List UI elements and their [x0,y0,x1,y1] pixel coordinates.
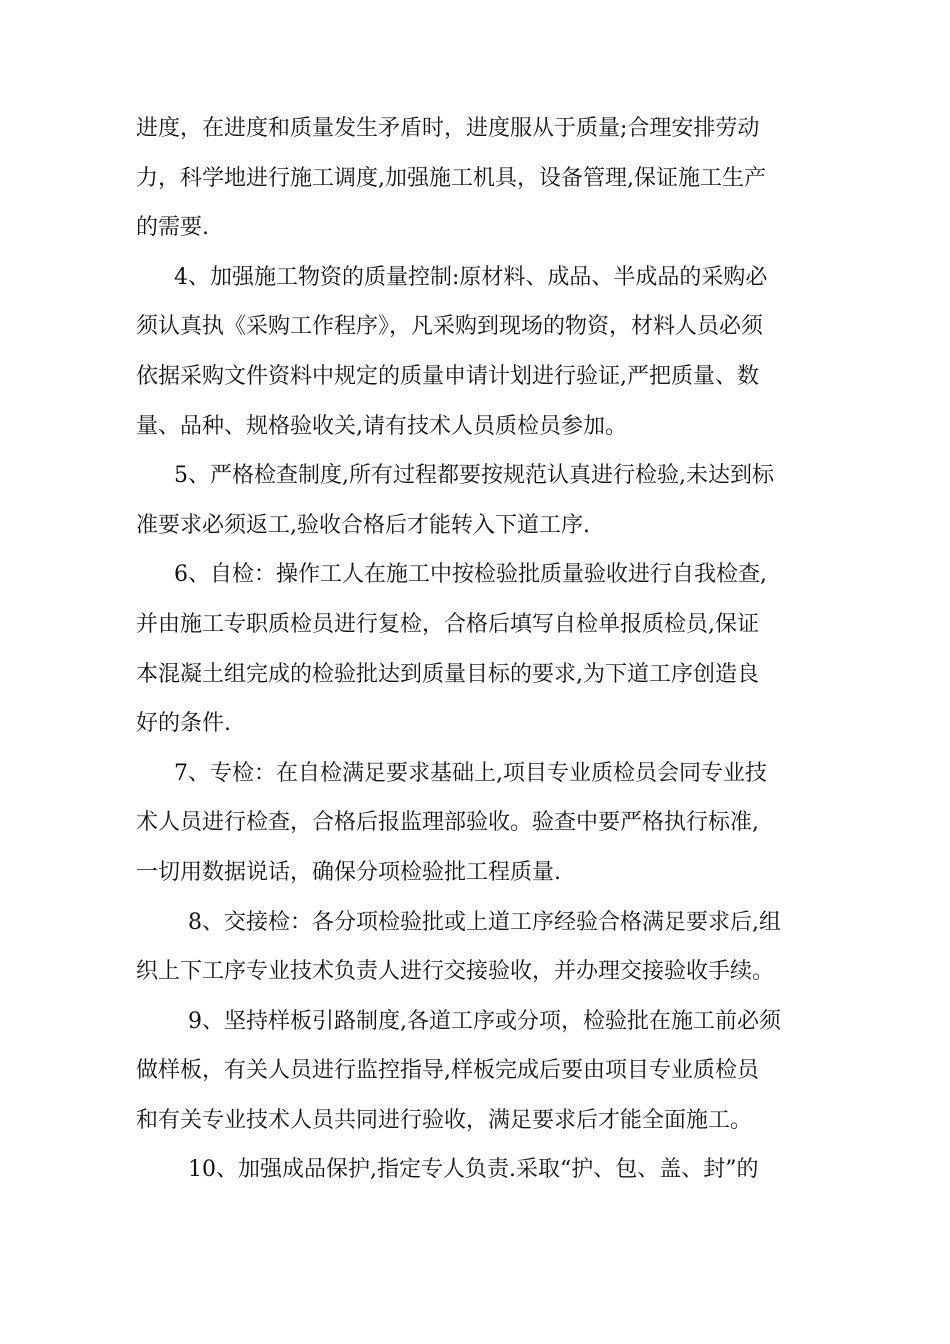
paragraph [136,550,826,748]
text-line: 10、加强成品保护,指定专人负责.采取“护、包、盖、封”的 [188,1157,759,1183]
text-line: 6、自检：操作工人在施工中按检验批质量验收进行自我检查, [174,562,767,588]
text-line: 依据采购文件资料中规定的质量申请计划进行验证,严把质量、数 [136,363,759,389]
paragraph [136,451,826,550]
text-line: 本混凝土组完成的检验批达到质量目标的要求,为下道工序创造良 [136,661,759,687]
text-line: 并由施工专职质检员进行复检，合格后填写自检单报质检员,保证 [136,611,759,637]
text-line: 准要求必须返工,验收合格后才能转入下道工序. [136,512,590,538]
text-line: 须认真执《采购工作程序》，凡采购到现场的物资，材料人员必须 [136,314,764,340]
text-line: 织上下工序专业技术负责人进行交接验收，并办理交接验收手续。 [136,959,775,985]
paragraph [136,253,826,451]
text-line: 一切用数据说话，确保分项检验批工程质量. [136,859,561,885]
text-line: 做样板，有关人员进行监控指导,样板完成后要由项目专业质检员 [136,1058,759,1084]
text-line: 量、品种、规格验收关,请有技术人员质检员参加。 [136,413,627,439]
text-line: 术人员进行检查，合格后报监理部验收。验查中要严格执行标准, [136,810,759,836]
paragraph [136,104,826,253]
text-line: 9、坚持样板引路制度,各道工序或分项，检验批在施工前必须 [188,1008,781,1034]
document-body [136,104,826,1195]
text-line: 力，科学地进行施工调度,加强施工机具，设备管理,保证施工生产 [136,165,766,191]
text-line: 和有关专业技术人员共同进行验收，满足要求后才能全面施工。 [136,1107,753,1133]
text-line: 5、严格检查制度,所有过程都要按规范认真进行检验,未达到标 [174,463,774,489]
text-line: 4、加强施工物资的质量控制:原材料、成品、半成品的采购必 [174,264,768,290]
text-line: 7、专检：在自检满足要求基础上,项目专业质检员会同专业技 [174,760,767,786]
text-line: 8、交接检：各分项检验批或上道工序经验合格满足要求后,组 [188,909,781,935]
text-line: 进度，在进度和质量发生矛盾时，进度服从于质量;合理安排劳动 [136,116,760,141]
text-line: 好的条件. [136,711,231,737]
paragraph [136,997,826,1146]
paragraph [136,749,826,898]
paragraph [136,1145,826,1195]
paragraph [136,898,826,997]
text-line: 的需要. [136,215,209,241]
